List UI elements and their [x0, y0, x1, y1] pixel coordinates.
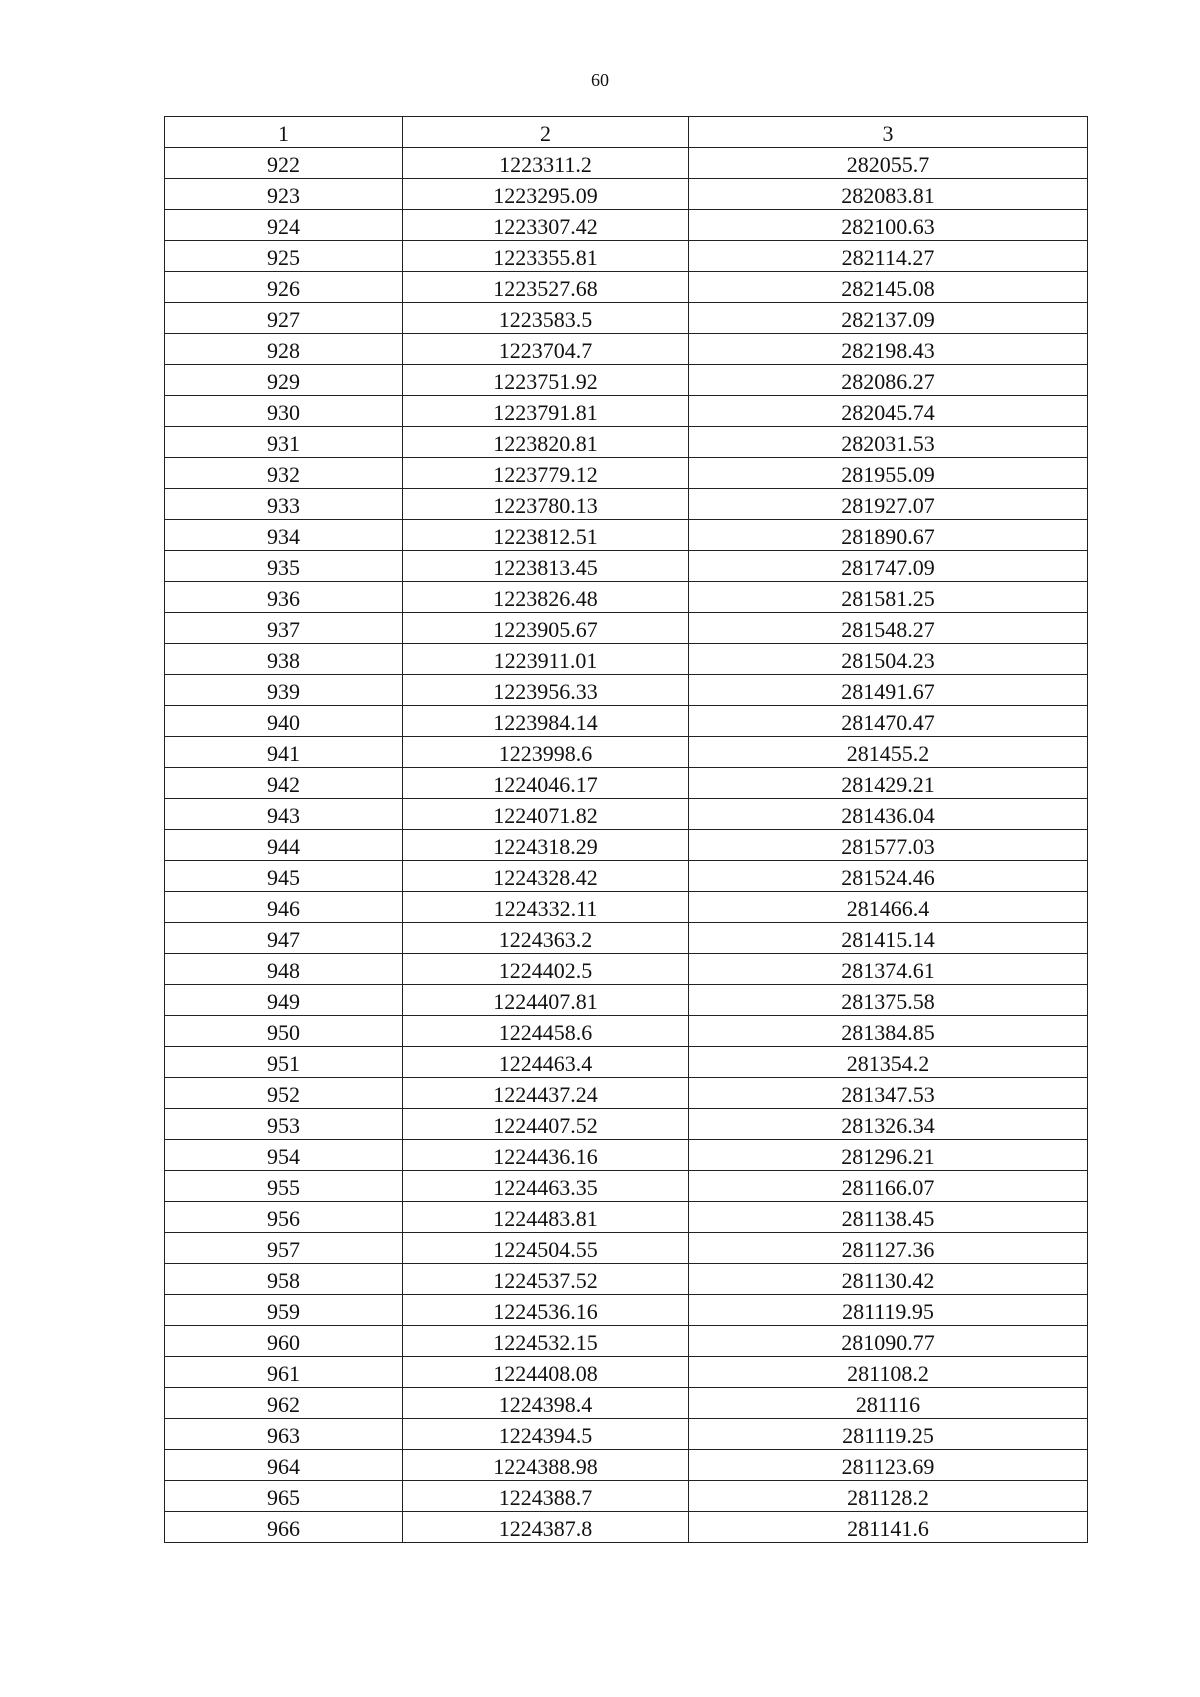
table-row — [165, 892, 1088, 923]
point-number-cell: 925 — [165, 241, 403, 272]
point-number-cell: 943 — [165, 799, 403, 830]
table-row — [165, 799, 1088, 830]
coordinate-x-cell: 1223355.81 — [403, 241, 689, 272]
point-number-cell: 930 — [165, 396, 403, 427]
table-row — [165, 954, 1088, 985]
coordinate-y-cell: 282045.74 — [689, 396, 1088, 427]
coordinate-y-cell: 281141.6 — [689, 1512, 1088, 1543]
coordinates-table — [164, 116, 1088, 1543]
coordinate-x-cell: 1224388.98 — [403, 1450, 689, 1481]
coordinate-x-cell: 1223984.14 — [403, 706, 689, 737]
table-row — [165, 1481, 1088, 1512]
coordinate-x-cell: 1223295.09 — [403, 179, 689, 210]
page-number: 60 — [591, 70, 609, 90]
coordinate-x-cell: 1224388.7 — [403, 1481, 689, 1512]
table-row — [165, 1140, 1088, 1171]
coordinate-x-cell: 1224332.11 — [403, 892, 689, 923]
coordinate-y-cell: 281436.04 — [689, 799, 1088, 830]
point-number-cell: 923 — [165, 179, 403, 210]
coordinate-y-cell: 281384.85 — [689, 1016, 1088, 1047]
coordinate-y-cell: 282086.27 — [689, 365, 1088, 396]
table-row — [165, 1109, 1088, 1140]
table-row — [165, 148, 1088, 179]
table-header-row — [165, 117, 1088, 148]
point-number-cell: 945 — [165, 861, 403, 892]
coordinate-x-cell: 1223820.81 — [403, 427, 689, 458]
coordinate-y-cell: 281577.03 — [689, 830, 1088, 861]
coordinate-x-cell: 1223813.45 — [403, 551, 689, 582]
table-row — [165, 830, 1088, 861]
coordinate-y-cell: 282100.63 — [689, 210, 1088, 241]
coordinate-y-cell: 281119.95 — [689, 1295, 1088, 1326]
table-row — [165, 644, 1088, 675]
coordinate-x-cell: 1224402.5 — [403, 954, 689, 985]
point-number-cell: 924 — [165, 210, 403, 241]
coordinate-y-cell: 281326.34 — [689, 1109, 1088, 1140]
coordinate-x-cell: 1223307.42 — [403, 210, 689, 241]
table-row — [165, 1450, 1088, 1481]
point-number-cell: 927 — [165, 303, 403, 334]
point-number-cell: 942 — [165, 768, 403, 799]
table-row — [165, 675, 1088, 706]
coordinate-x-cell: 1223905.67 — [403, 613, 689, 644]
coordinate-y-cell: 282031.53 — [689, 427, 1088, 458]
table-row — [165, 985, 1088, 1016]
coordinate-y-cell: 281581.25 — [689, 582, 1088, 613]
coordinate-y-cell: 281455.2 — [689, 737, 1088, 768]
coordinate-x-cell: 1223956.33 — [403, 675, 689, 706]
point-number-cell: 965 — [165, 1481, 403, 1512]
point-number-cell: 928 — [165, 334, 403, 365]
point-number-cell: 960 — [165, 1326, 403, 1357]
point-number-cell: 964 — [165, 1450, 403, 1481]
coordinate-x-cell: 1224046.17 — [403, 768, 689, 799]
coordinate-y-cell: 281890.67 — [689, 520, 1088, 551]
coordinate-y-cell: 281927.07 — [689, 489, 1088, 520]
coordinate-y-cell: 281296.21 — [689, 1140, 1088, 1171]
column-header: 1 — [165, 117, 403, 148]
point-number-cell: 935 — [165, 551, 403, 582]
coordinate-y-cell: 281491.67 — [689, 675, 1088, 706]
point-number-cell: 956 — [165, 1202, 403, 1233]
coordinate-x-cell: 1223826.48 — [403, 582, 689, 613]
coordinate-y-cell: 281375.58 — [689, 985, 1088, 1016]
coordinate-x-cell: 1224483.81 — [403, 1202, 689, 1233]
table-row — [165, 489, 1088, 520]
point-number-cell: 947 — [165, 923, 403, 954]
table-row — [165, 861, 1088, 892]
table-row — [165, 551, 1088, 582]
coordinate-y-cell: 281548.27 — [689, 613, 1088, 644]
coordinate-y-cell: 281354.2 — [689, 1047, 1088, 1078]
coordinate-y-cell: 281090.77 — [689, 1326, 1088, 1357]
coordinate-x-cell: 1223998.6 — [403, 737, 689, 768]
coordinate-x-cell: 1223527.68 — [403, 272, 689, 303]
point-number-cell: 926 — [165, 272, 403, 303]
coordinate-y-cell: 281119.25 — [689, 1419, 1088, 1450]
coordinate-y-cell: 281470.47 — [689, 706, 1088, 737]
coordinate-y-cell: 281127.36 — [689, 1233, 1088, 1264]
coordinate-x-cell: 1224463.4 — [403, 1047, 689, 1078]
point-number-cell: 939 — [165, 675, 403, 706]
point-number-cell: 955 — [165, 1171, 403, 1202]
coordinate-x-cell: 1224071.82 — [403, 799, 689, 830]
point-number-cell: 950 — [165, 1016, 403, 1047]
point-number-cell: 954 — [165, 1140, 403, 1171]
point-number-cell: 949 — [165, 985, 403, 1016]
coordinate-y-cell: 282055.7 — [689, 148, 1088, 179]
coordinate-x-cell: 1223583.5 — [403, 303, 689, 334]
point-number-cell: 936 — [165, 582, 403, 613]
coordinate-y-cell: 281166.07 — [689, 1171, 1088, 1202]
table-row — [165, 179, 1088, 210]
table-row — [165, 1078, 1088, 1109]
coordinate-x-cell: 1224532.15 — [403, 1326, 689, 1357]
table-row — [165, 427, 1088, 458]
point-number-cell: 957 — [165, 1233, 403, 1264]
table-row — [165, 706, 1088, 737]
table-row — [165, 1326, 1088, 1357]
table-row — [165, 613, 1088, 644]
point-number-cell: 937 — [165, 613, 403, 644]
column-header: 2 — [403, 117, 689, 148]
coordinate-y-cell: 281108.2 — [689, 1357, 1088, 1388]
coordinate-y-cell: 282198.43 — [689, 334, 1088, 365]
coordinate-x-cell: 1224318.29 — [403, 830, 689, 861]
coordinate-x-cell: 1224504.55 — [403, 1233, 689, 1264]
table-row — [165, 582, 1088, 613]
table-row — [165, 303, 1088, 334]
point-number-cell: 962 — [165, 1388, 403, 1419]
coordinate-x-cell: 1224436.16 — [403, 1140, 689, 1171]
point-number-cell: 961 — [165, 1357, 403, 1388]
coordinate-x-cell: 1223911.01 — [403, 644, 689, 675]
coordinate-y-cell: 282137.09 — [689, 303, 1088, 334]
table-row — [165, 1512, 1088, 1543]
coordinate-x-cell: 1224536.16 — [403, 1295, 689, 1326]
coordinate-x-cell: 1223780.13 — [403, 489, 689, 520]
table-row — [165, 923, 1088, 954]
coordinate-y-cell: 282083.81 — [689, 179, 1088, 210]
table-row — [165, 365, 1088, 396]
table-row — [165, 1171, 1088, 1202]
coordinate-y-cell: 281116 — [689, 1388, 1088, 1419]
coordinate-y-cell: 281123.69 — [689, 1450, 1088, 1481]
point-number-cell: 946 — [165, 892, 403, 923]
coordinate-x-cell: 1224408.08 — [403, 1357, 689, 1388]
coordinate-x-cell: 1224407.81 — [403, 985, 689, 1016]
coordinate-y-cell: 281747.09 — [689, 551, 1088, 582]
point-number-cell: 929 — [165, 365, 403, 396]
table-row — [165, 272, 1088, 303]
coordinate-x-cell: 1224537.52 — [403, 1264, 689, 1295]
coordinate-y-cell: 281524.46 — [689, 861, 1088, 892]
point-number-cell: 953 — [165, 1109, 403, 1140]
coordinate-y-cell: 281466.4 — [689, 892, 1088, 923]
coordinate-y-cell: 281347.53 — [689, 1078, 1088, 1109]
point-number-cell: 948 — [165, 954, 403, 985]
coordinate-x-cell: 1224407.52 — [403, 1109, 689, 1140]
table-body — [165, 148, 1088, 1543]
point-number-cell: 951 — [165, 1047, 403, 1078]
coordinate-x-cell: 1223311.2 — [403, 148, 689, 179]
coordinate-y-cell: 281415.14 — [689, 923, 1088, 954]
point-number-cell: 934 — [165, 520, 403, 551]
table-row — [165, 1419, 1088, 1450]
coordinate-x-cell: 1224437.24 — [403, 1078, 689, 1109]
coordinate-x-cell: 1223812.51 — [403, 520, 689, 551]
point-number-cell: 958 — [165, 1264, 403, 1295]
point-number-cell: 938 — [165, 644, 403, 675]
table-row — [165, 1233, 1088, 1264]
coordinate-x-cell: 1223791.81 — [403, 396, 689, 427]
table-row — [165, 768, 1088, 799]
coordinate-y-cell: 282145.08 — [689, 272, 1088, 303]
point-number-cell: 940 — [165, 706, 403, 737]
table-row — [165, 1202, 1088, 1233]
point-number-cell: 963 — [165, 1419, 403, 1450]
coordinate-x-cell: 1224394.5 — [403, 1419, 689, 1450]
table-row — [165, 1295, 1088, 1326]
table-row — [165, 737, 1088, 768]
point-number-cell: 966 — [165, 1512, 403, 1543]
table-row — [165, 1264, 1088, 1295]
table-row — [165, 210, 1088, 241]
table-row — [165, 241, 1088, 272]
coordinate-y-cell: 281374.61 — [689, 954, 1088, 985]
coordinate-y-cell: 281504.23 — [689, 644, 1088, 675]
table-row — [165, 1016, 1088, 1047]
coordinate-x-cell: 1224363.2 — [403, 923, 689, 954]
coordinate-y-cell: 281130.42 — [689, 1264, 1088, 1295]
coordinate-x-cell: 1224328.42 — [403, 861, 689, 892]
point-number-cell: 959 — [165, 1295, 403, 1326]
coordinate-y-cell: 281138.45 — [689, 1202, 1088, 1233]
point-number-cell: 931 — [165, 427, 403, 458]
coordinate-x-cell: 1223704.7 — [403, 334, 689, 365]
table-row — [165, 1388, 1088, 1419]
column-header: 3 — [689, 117, 1088, 148]
coordinate-y-cell: 281955.09 — [689, 458, 1088, 489]
point-number-cell: 922 — [165, 148, 403, 179]
point-number-cell: 952 — [165, 1078, 403, 1109]
table-row — [165, 520, 1088, 551]
coordinate-y-cell: 282114.27 — [689, 241, 1088, 272]
point-number-cell: 932 — [165, 458, 403, 489]
table-row — [165, 1357, 1088, 1388]
point-number-cell: 941 — [165, 737, 403, 768]
table-row — [165, 396, 1088, 427]
table-row — [165, 458, 1088, 489]
coordinate-x-cell: 1224398.4 — [403, 1388, 689, 1419]
table-row — [165, 334, 1088, 365]
coordinate-x-cell: 1224387.8 — [403, 1512, 689, 1543]
coordinate-x-cell: 1224463.35 — [403, 1171, 689, 1202]
table-row — [165, 1047, 1088, 1078]
coordinate-x-cell: 1224458.6 — [403, 1016, 689, 1047]
point-number-cell: 944 — [165, 830, 403, 861]
coordinate-y-cell: 281128.2 — [689, 1481, 1088, 1512]
coordinate-x-cell: 1223751.92 — [403, 365, 689, 396]
coordinate-x-cell: 1223779.12 — [403, 458, 689, 489]
point-number-cell: 933 — [165, 489, 403, 520]
coordinate-y-cell: 281429.21 — [689, 768, 1088, 799]
